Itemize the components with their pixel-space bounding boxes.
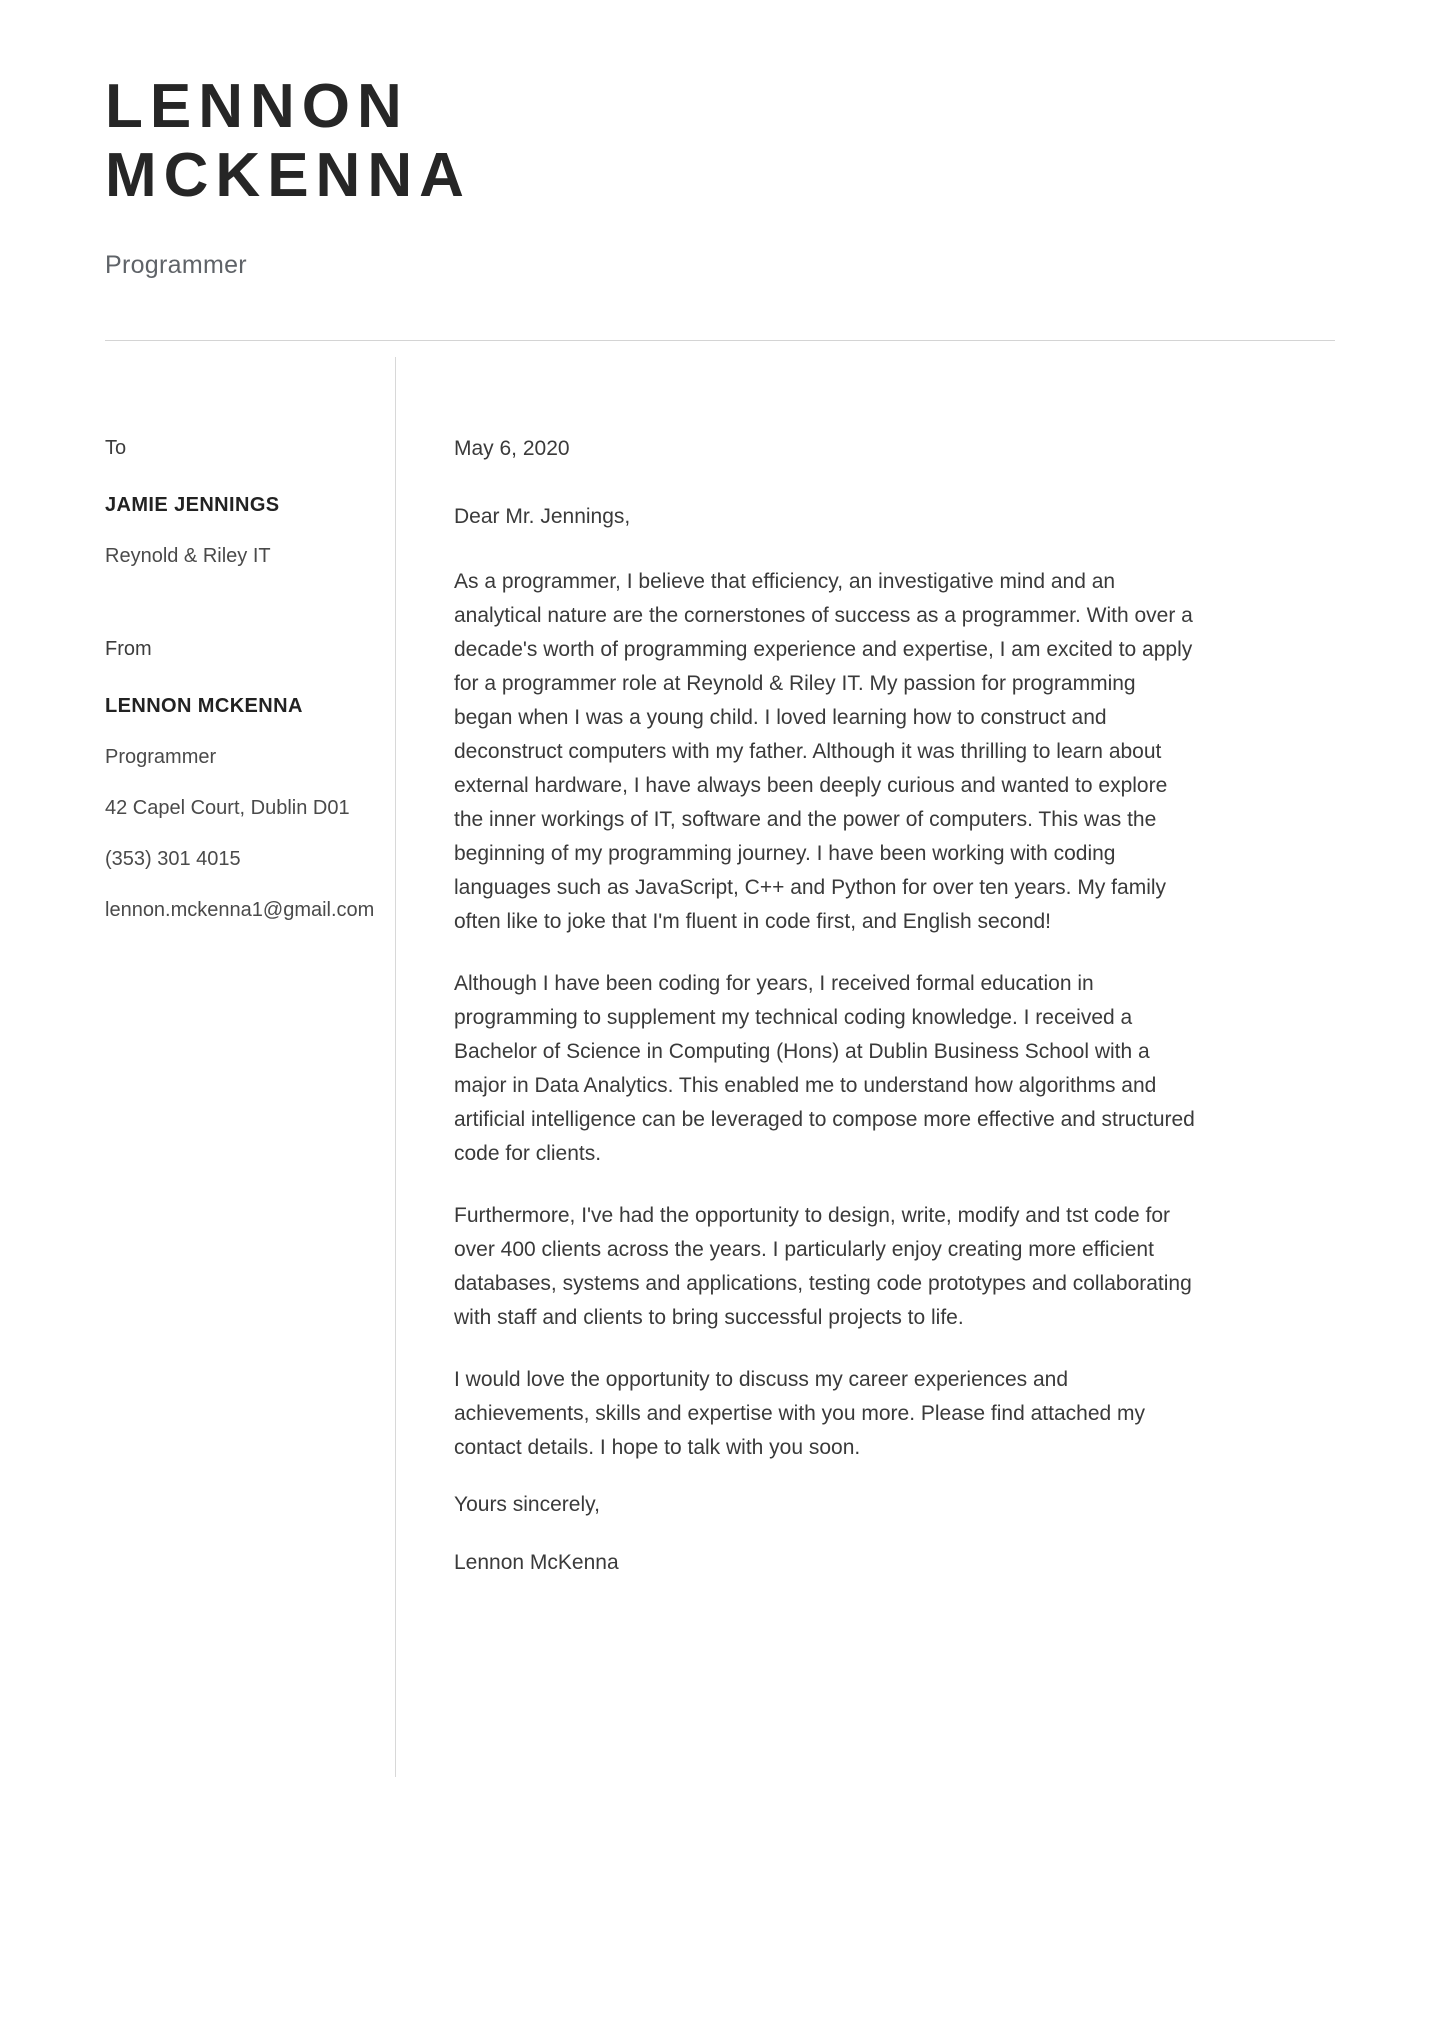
letter-date: May 6, 2020	[454, 436, 570, 460]
letter-paragraph: Furthermore, I've had the opportunity to design, write, modify and tst code for over 400 clients across the years. I particularly enjoy creating more efficient databases, systems and applications, testing code prototypes and collaborating with staff and clients to bring successful projects to life.	[454, 1204, 1192, 1330]
recipient-company: Reynold & Riley IT	[105, 544, 271, 567]
name-line-first: LENNON	[105, 72, 409, 141]
letter-salutation: Dear Mr. Jennings,	[454, 504, 631, 528]
sender-name: LENNON MCKENNA	[105, 694, 303, 717]
letter-header	[105, 0, 1335, 280]
letter-content	[105, 341, 1335, 1777]
letter-body	[396, 341, 1196, 1777]
applicant-name	[105, 72, 1335, 211]
sidebar-spacer	[105, 596, 365, 638]
letter-paragraph: I would love the opportunity to discuss my career experiences and achievements, skills and expertise with you more. Please find attached my contact details. I hope to talk with you soon.	[454, 1368, 1146, 1460]
letter-signoff: Yours sincerely,	[454, 1493, 600, 1517]
sender-address: 42 Capel Court, Dublin D01	[105, 796, 350, 819]
contact-sidebar	[105, 341, 395, 1777]
sender-phone[interactable]: (353) 301 4015	[105, 847, 241, 870]
letter-signature: Lennon McKenna	[454, 1551, 619, 1575]
from-label: From	[105, 637, 152, 660]
recipient-name: JAMIE JENNINGS	[105, 493, 280, 516]
name-line-last: MCKENNA	[105, 141, 471, 211]
letter-paragraph: As a programmer, I believe that efficiency, an investigative mind and an analytical nature are the cornerstones of success as a programmer. With over a decade's worth of programming experience and expertise, I am excited to apply for a programmer role at Reynold & Riley IT. My passion for programming began when I was a young child. I loved learning how to construct and deconstruct computers with my father. Although it was thrilling to learn about external hardware, I have always been deeply curious and wanted to explore the inner workings of IT, software and the power of computers. This was the beginning of my programming journey. I have been working with coding languages such as JavaScript, C++ and Python for over ten years. My family often like to joke that I'm fluent in code first, and English second!	[454, 569, 1193, 934]
applicant-job-title: Programmer	[105, 250, 247, 279]
to-label: To	[105, 436, 127, 459]
sender-email[interactable]: lennon.mckenna1@gmail.com	[105, 898, 375, 921]
sender-title: Programmer	[105, 745, 217, 768]
letter-paragraph: Although I have been coding for years, I received formal education in programming to supplement my technical coding knowledge. I received a Bachelor of Science in Computing (Hons) at Dublin Business School with a major in Data Analytics. This enabled me to understand how algorithms and artificial intelligence can be leveraged to compose more effective and structured code for clients.	[454, 972, 1195, 1166]
